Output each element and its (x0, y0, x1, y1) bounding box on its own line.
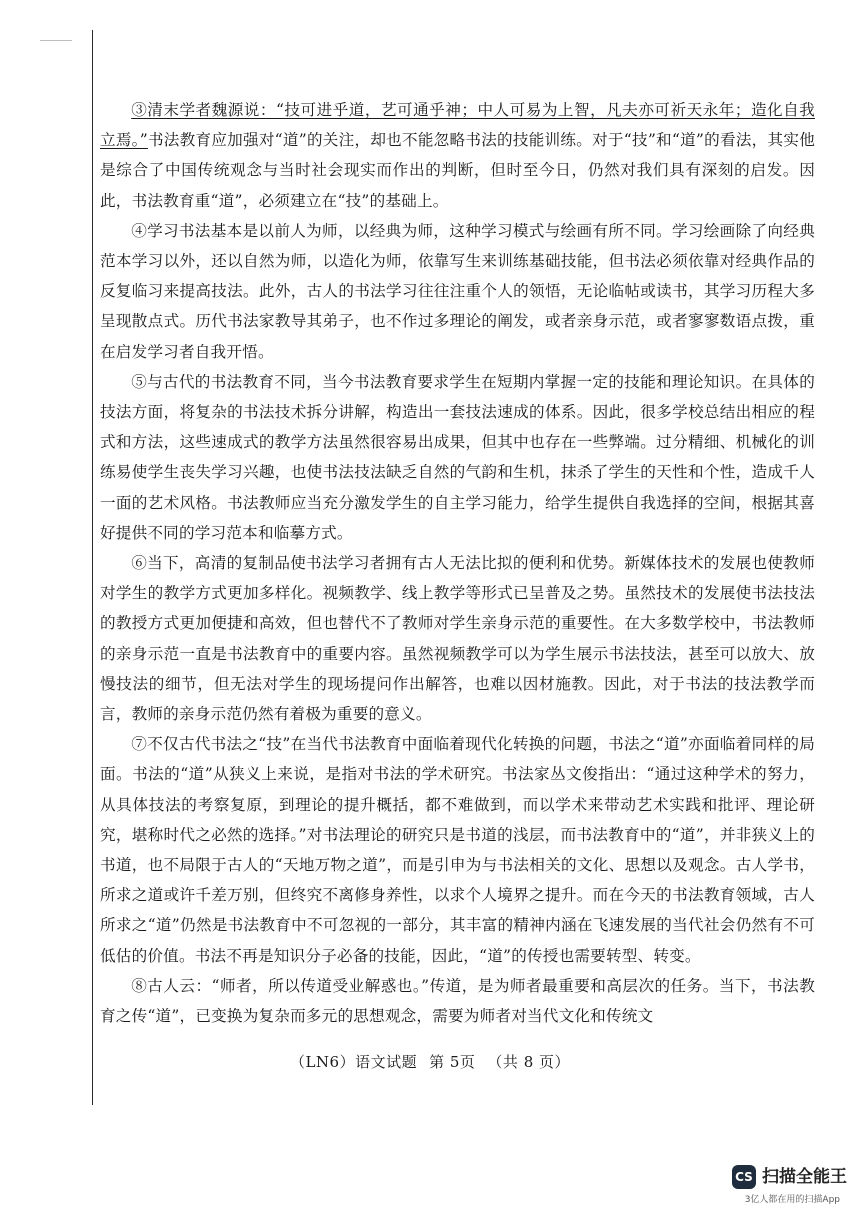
binding-line (92, 30, 93, 1105)
document-body (100, 95, 815, 1031)
paragraph-7: ⑦不仅古代书法之“技”在当代书法教育中面临着现代化转换的问题，书法之“道”亦面临着同样的局面。书法的“道”从狭义上来说，是指对书法的学术研究。书法家丛文俊指出：“通过这种学术的努力，从具体技法的考察复原，到理论的提升概括，都不难做到，而以学术来带动艺术实践和批评、理论研究，堪称时代之必然的选择。”对书法理论的研究只是书道的浅层，而书法教育中的“道”，并非狭义上的书道，也不局限于古人的“天地万物之道”，而是引申为与书法相关的文化、思想以及观念。古人学书，所求之道或许千差万别，但终究不离修身养性，以求个人境界之提升。而在今天的书法教育领域，古人所求之“道”仍然是书法教育中不可忽视的一部分，其丰富的精神内涵在飞速发展的当代社会仍然有不可低估的价值。书法不再是知识分子必备的技能，因此，“道”的传授也需要转型、转变。 (100, 735, 815, 965)
margin-mark (40, 40, 72, 41)
page-total: （共 8 页） (487, 1053, 571, 1071)
scanner-watermark (732, 1165, 847, 1205)
underlined-quote: ③清末学者魏源说：“技可进乎道，艺可通乎神；中人可易为上智，凡夫亦可祈天永年；造化自我立焉。” (100, 101, 815, 150)
exam-code: （LN6）语文试题 (289, 1053, 418, 1071)
scanner-name: 扫描全能王 (762, 1167, 847, 1187)
scanner-logo-icon: CS (732, 1165, 756, 1189)
paragraph-text: 书法教育应加强对“道”的关注，却也不能忽略书法的技能训练。对于“技”和“道”的看法，其实他是综合了中国传统观念与当时社会现实而作出的判断，但时至今日，仍然对我们具有深刻的启发。因此，书法教育重“道”，必须建立在“技”的基础上。 (100, 131, 815, 210)
page-number: 第 5页 (429, 1053, 476, 1071)
paragraph-6: ⑥当下，高清的复制品使书法学习者拥有古人无法比拟的便利和优势。新媒体技术的发展也使教师对学生的教学方式更加多样化。视频教学、线上教学等形式已呈普及之势。虽然技术的发展使书法技法的教授方式更加便捷和高效，但也替代不了教师对学生亲身示范的重要性。在大多数学校中，书法教师的亲身示范一直是书法教育中的重要内容。虽然视频教学可以为学生展示书法技法，甚至可以放大、放慢技法的细节，但无法对学生的现场提问作出解答，也难以因材施教。因此，对于书法的技法教学而言，教师的亲身示范仍然有着极为重要的意义。 (100, 554, 815, 724)
paragraph-3 (100, 95, 815, 216)
paragraph-8: ⑧古人云：“师者，所以传道受业解惑也。”传道，是为师者最重要和高层次的任务。当下，书法教育之传“道”，已变换为复杂而多元的思想观念，需要为师者对当代文化和传统文 (100, 976, 815, 1026)
paragraph-4: ④学习书法基本是以前人为师，以经典为师，这种学习模式与绘画有所不同。学习绘画除了向经典范本学习以外，还以自然为师，以造化为师，依靠写生来训练基础技能，但书法必须依靠对经典作品的反复临习来提高技法。此外，古人的书法学习往往注重个人的领悟，无论临帖或读书，其学习历程大多呈现散点式。历代书法家教导其弟子，也不作过多理论的阐发，或者亲身示范，或者寥寥数语点拨，重在启发学习者自我开悟。 (100, 221, 815, 361)
scanner-tagline: 3亿人都在用的扫描App (744, 1195, 840, 1205)
paragraph-5: ⑤与古代的书法教育不同，当今书法教育要求学生在短期内掌握一定的技能和理论知识。在具体的技法方面，将复杂的书法技术拆分讲解，构造出一套技法速成的体系。因此，很多学校总结出相应的程式和方法，这些速成式的教学方法虽然很容易出成果，但其中也存在一些弊端。过分精细、机械化的训练易使学生丧失学习兴趣，也使书法技法缺乏自然的气韵和生机，抹杀了学生的天性和个性，造成千人一面的艺术风格。书法教师应当充分激发学生的自主学习能力，给学生提供自我选择的空间，根据其喜好提供不同的学习范本和临摹方式。 (100, 372, 815, 542)
page-footer (0, 1051, 860, 1072)
